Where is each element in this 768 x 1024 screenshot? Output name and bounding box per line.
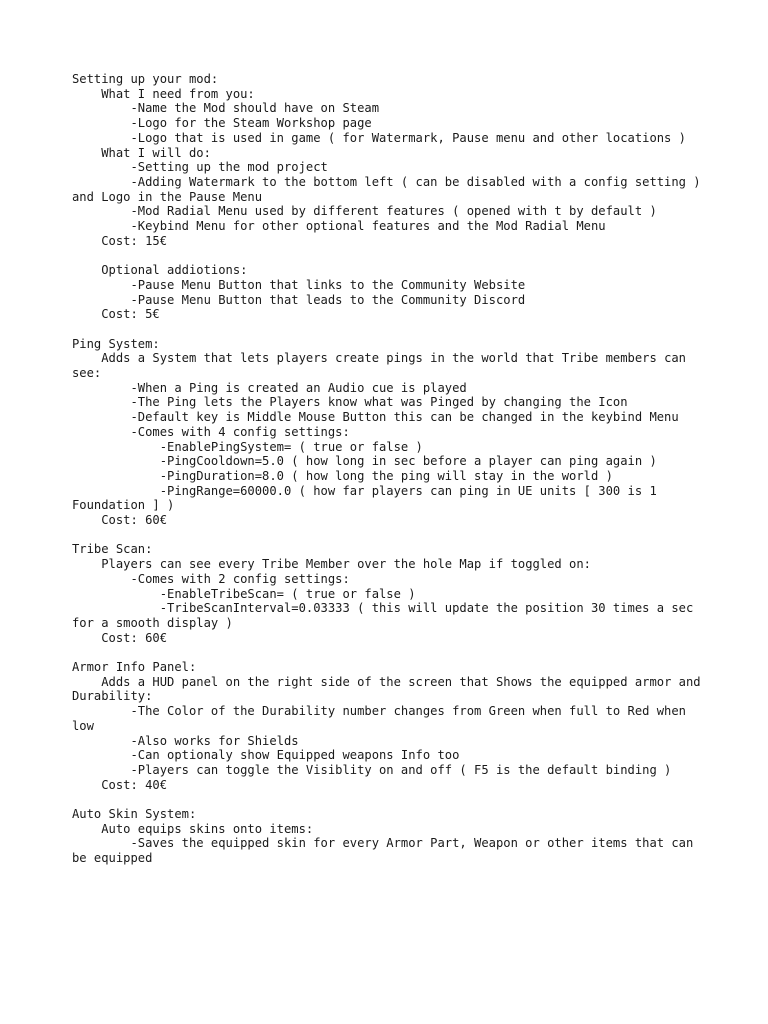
text-line: Auto equips skins onto items: bbox=[72, 821, 314, 836]
text-line: -The Color of the Durability number changes from Green when full to Red when low bbox=[72, 704, 694, 733]
text-line: What I will do: bbox=[72, 145, 211, 160]
text-line: Armor Info Panel: bbox=[72, 660, 197, 675]
text-line: Auto Skin System: bbox=[72, 807, 197, 822]
text-line: -Comes with 2 config settings: bbox=[72, 571, 350, 586]
text-line: Optional addiotions: bbox=[72, 263, 248, 278]
text-line: -Keybind Menu for other optional features and the Mod Radial Menu bbox=[72, 219, 606, 234]
text-line: -Pause Menu Button that links to the Community Website bbox=[72, 277, 526, 292]
text-line: -Setting up the mod project bbox=[72, 160, 328, 175]
blank-line bbox=[72, 528, 702, 543]
text-line: -Saves the equipped skin for every Armor Part, Weapon or other items that can be equipped bbox=[72, 836, 701, 866]
text-line: Cost: 60€ bbox=[72, 630, 168, 645]
text-line: -Pause Menu Button that leads to the Community Discord bbox=[72, 292, 526, 307]
blank-line bbox=[72, 645, 702, 660]
text-line: -Mod Radial Menu used by different features ( opened with t by default ) bbox=[72, 204, 657, 219]
text-line: Tribe Scan: bbox=[72, 542, 153, 557]
text-line: -Can optionaly show Equipped weapons Info too bbox=[72, 748, 460, 763]
text-line: -Default key is Middle Mouse Button this can be changed in the keybind Menu bbox=[72, 410, 679, 425]
text-line: -Comes with 4 config settings: bbox=[72, 424, 350, 439]
text-line: -Logo for the Steam Workshop page bbox=[72, 116, 372, 131]
text-line: -EnablePingSystem= ( true or false ) bbox=[72, 439, 423, 454]
text-line: Cost: 5€ bbox=[72, 307, 160, 322]
blank-line bbox=[72, 792, 702, 807]
text-line: -PingRange=60000.0 ( how far players can ping in UE units [ 300 is 1 Foundation ] ) bbox=[72, 483, 665, 513]
blank-line bbox=[72, 322, 702, 337]
text-line: -Logo that is used in game ( for Watermark, Pause menu and other locations ) bbox=[72, 130, 686, 145]
text-line: Players can see every Tribe Member over the hole Map if toggled on: bbox=[72, 557, 591, 572]
text-line: -When a Ping is created an Audio cue is played bbox=[72, 380, 467, 395]
text-line: Setting up your mod: bbox=[72, 72, 219, 86]
text-line: -Also works for Shields bbox=[72, 733, 299, 748]
text-line: Adds a HUD panel on the right side of the screen that Shows the equipped armor and Durability: bbox=[72, 674, 708, 704]
text-line: -PingCooldown=5.0 ( how long in sec before a player can ping again ) bbox=[72, 454, 657, 469]
text-line: -TribeScanInterval=0.03333 ( this will update the position 30 times a sec for a smooth display ) bbox=[72, 601, 701, 630]
text-line: Cost: 15€ bbox=[72, 233, 168, 248]
text-line: Cost: 40€ bbox=[72, 777, 168, 792]
text-line: -The Ping lets the Players know what was Pinged by changing the Icon bbox=[72, 395, 628, 410]
text-line: Ping System: bbox=[72, 336, 160, 351]
text-line: -Adding Watermark to the bottom left ( can be disabled with a config setting ) and Logo in the Pause Menu bbox=[72, 174, 708, 204]
text-line: Adds a System that lets players create pings in the world that Tribe members can see: bbox=[72, 351, 694, 381]
document-page bbox=[72, 72, 708, 866]
text-line: Cost: 60€ bbox=[72, 513, 168, 528]
text-line: -Name the Mod should have on Steam bbox=[72, 101, 379, 116]
text-line: -EnableTribeScan= ( true or false ) bbox=[72, 586, 416, 601]
text-line: -PingDuration=8.0 ( how long the ping will stay in the world ) bbox=[72, 468, 613, 483]
text-line: -Players can toggle the Visiblity on and off ( F5 is the default binding ) bbox=[72, 762, 672, 777]
text-line: What I need from you: bbox=[72, 86, 255, 101]
blank-line bbox=[72, 248, 702, 263]
